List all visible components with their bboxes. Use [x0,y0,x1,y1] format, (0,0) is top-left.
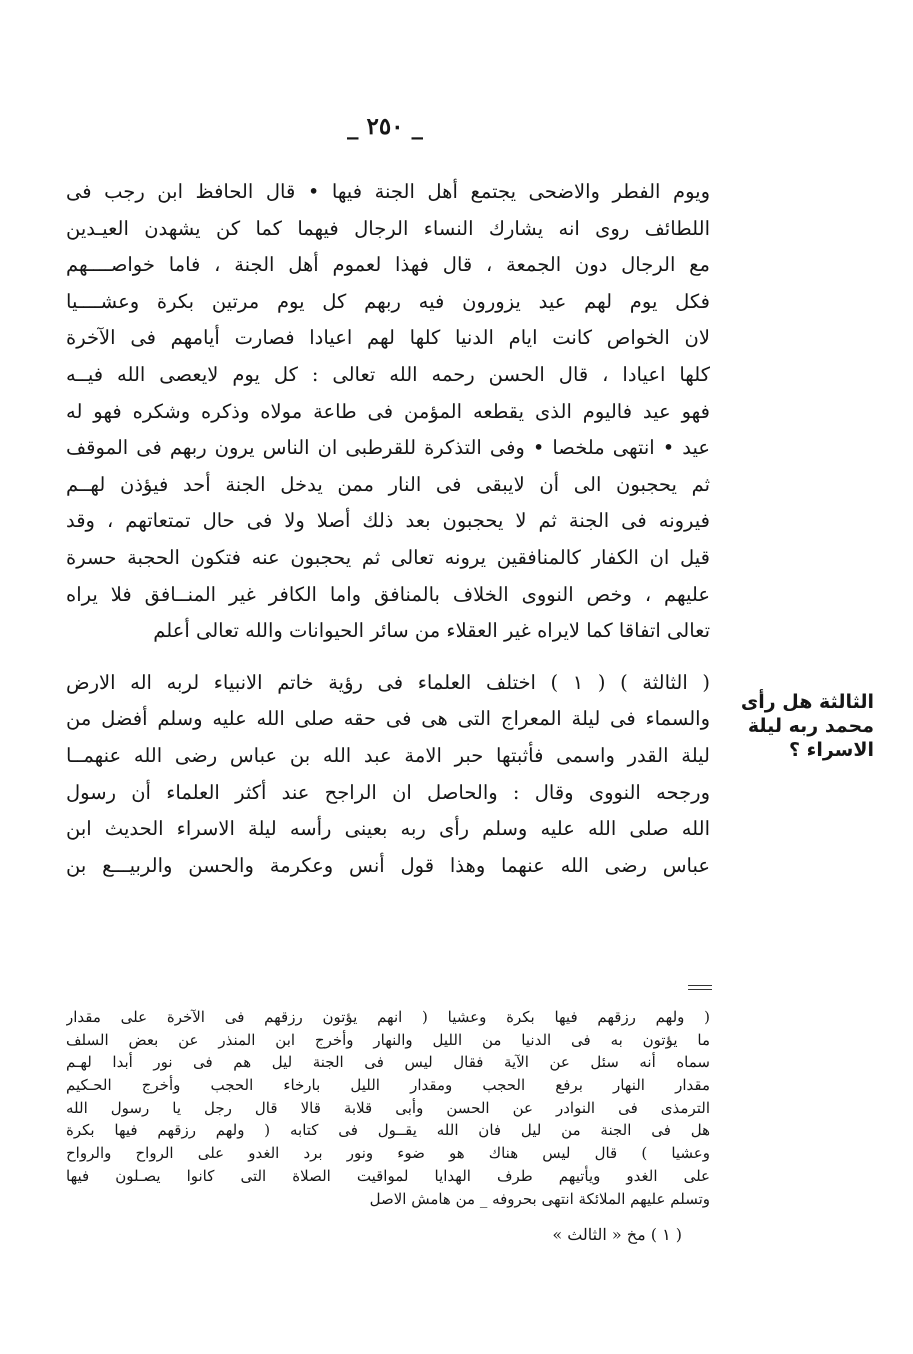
section-line: ( الثالثة ) ( ١ ) اختلف العلماء فى رؤية خاتم الانبياء لربه اله الارض [66,670,710,694]
section-line: الله صلى الله عليه وسلم رأى ربه بعينى رأسه ليلة الاسراء الحديث ابن [66,817,710,841]
footnote-line: هل فى الجنة من ليل فان الله يقــول فى كتابه ( ولهم رزقهم فيها بكرة [66,1121,710,1140]
main-text [66,174,710,884]
footnote-line: ما يؤتون به فى الدنيا من الليل والنهار وأخرج ابن المنذر عن بعض السلف [66,1030,710,1049]
footnote-separator [688,985,712,990]
margin-heading [728,690,874,762]
margin-heading-line: الثالثة هل رأى [740,691,874,713]
footnote-line: ( ولهم رزقهم فيها بكرة وعشيا ( انهم يؤتون رزقهم فى الآخرة على مقدار [66,1008,710,1026]
margin-heading-line: الاسراء ؟ [788,739,874,761]
text-line: قيل ان الكفار كالمنافقين يرونه تعالى ثم يحجبون عنه فتكون الحجبة حسرة [66,545,710,569]
text-line: ثم يحجبون الى أن لايبقى فى النار ممن يدخل الجنة أحد فيؤذن لهــم [66,472,710,496]
text-line: فهو عيد فاليوم الذى يقطعه المؤمن فى طاعة مولاه وذكره وشكره فهو له [66,399,710,423]
footnote-line: مقدار النهار برفع الحجب ومقدار الليل بارخاء الحجب وأخرج الحـكيم [66,1076,710,1095]
text-line: لان الخواص كانت ايام الدنيا كلها لهم اعيادا فصارت أيامهم فى الآخرة [66,326,710,350]
text-line: تعالى اتفاقا كما لايراه غير العقلاء من سائر الحيوانات والله تعالى أعلم [153,619,710,643]
footnotes [66,1006,710,1246]
section-line: ليلة القدر واسمى فأثبتها حبر الامة عبد الله بن عباس رضى الله عنهمــا [66,743,710,767]
text-line: عيد • انتهى ملخصا • وفى التذكرة للقرطبى ان الناس يرون ربهم فى الموقف [66,436,710,460]
page-number: _ ٢٥٠ _ [346,113,424,140]
section-line: والسماء فى ليلة المعراج التى هى فى حقه صلى الله عليه وسلم أفضل من [66,707,710,731]
footnote-reference: ( ١ ) مخ « الثالث » [552,1225,682,1245]
footnote-line: على الغدو ويأتيهم طرف الهدايا لمواقيت الصلاة التى كانوا يصـلون فيها [66,1166,710,1185]
footnote-line: وتسلم عليهم الملائكة انتهى بحروفه _ من هامش الاصل [369,1189,710,1208]
footnote-line: سماه أنه سئل عن الآية فقال ليس فى الجنة ليل هم فى نور أبدا لهـم [66,1053,710,1072]
footnote-line: الترمذى فى النوادر عن الحسن وأبى قلابة قالا قال رجل يا رسول الله [66,1098,710,1117]
text-line: مع الرجال دون الجمعة ، قال فهذا لعموم أهل الجنة ، فاما خواصــــهم [66,253,710,277]
text-line: كلها اعيادا ، قال الحسن رحمه الله تعالى : كل يوم لايعصى الله فيــه [66,362,710,386]
text-line: ويوم الفطر والاضحى يجتمع أهل الجنة فيها • قال الحافظ ابن رجب فى [66,180,710,203]
section-line: ورجحه النووى وقال : والحاصل ان الراجح عند أكثر العلماء أن رسول [66,780,710,804]
text-line: فكل يوم لهم عيد يزورون فيه ربهم كل يوم مرتين بكرة وعشــــيا [66,289,710,313]
text-line: عليهم ، وخص النووى الخلاف بالمنافق واما الكافر غير المنــافق فلا يراه [66,582,710,606]
margin-heading-line: محمد ربه ليلة [747,715,874,737]
text-line: فيرونه فى الجنة ثم لا يحجبون بعد ذلك أصلا ولا فى حال تمتعاتهم ، وقد [66,509,710,533]
footnote-line: وعشيا ) قال ليس هناك هو ضوء ونور برد الغدو على الرواح والرواح [66,1144,710,1163]
section-line: عباس رضى الله عنهما وهذا قول أنس وعكرمة والحسن والربيـــع بن [66,853,710,877]
text-line: اللطائف روى انه يشارك النساء الرجال فيهما كما كن يشهدن العيـدين [66,216,710,240]
